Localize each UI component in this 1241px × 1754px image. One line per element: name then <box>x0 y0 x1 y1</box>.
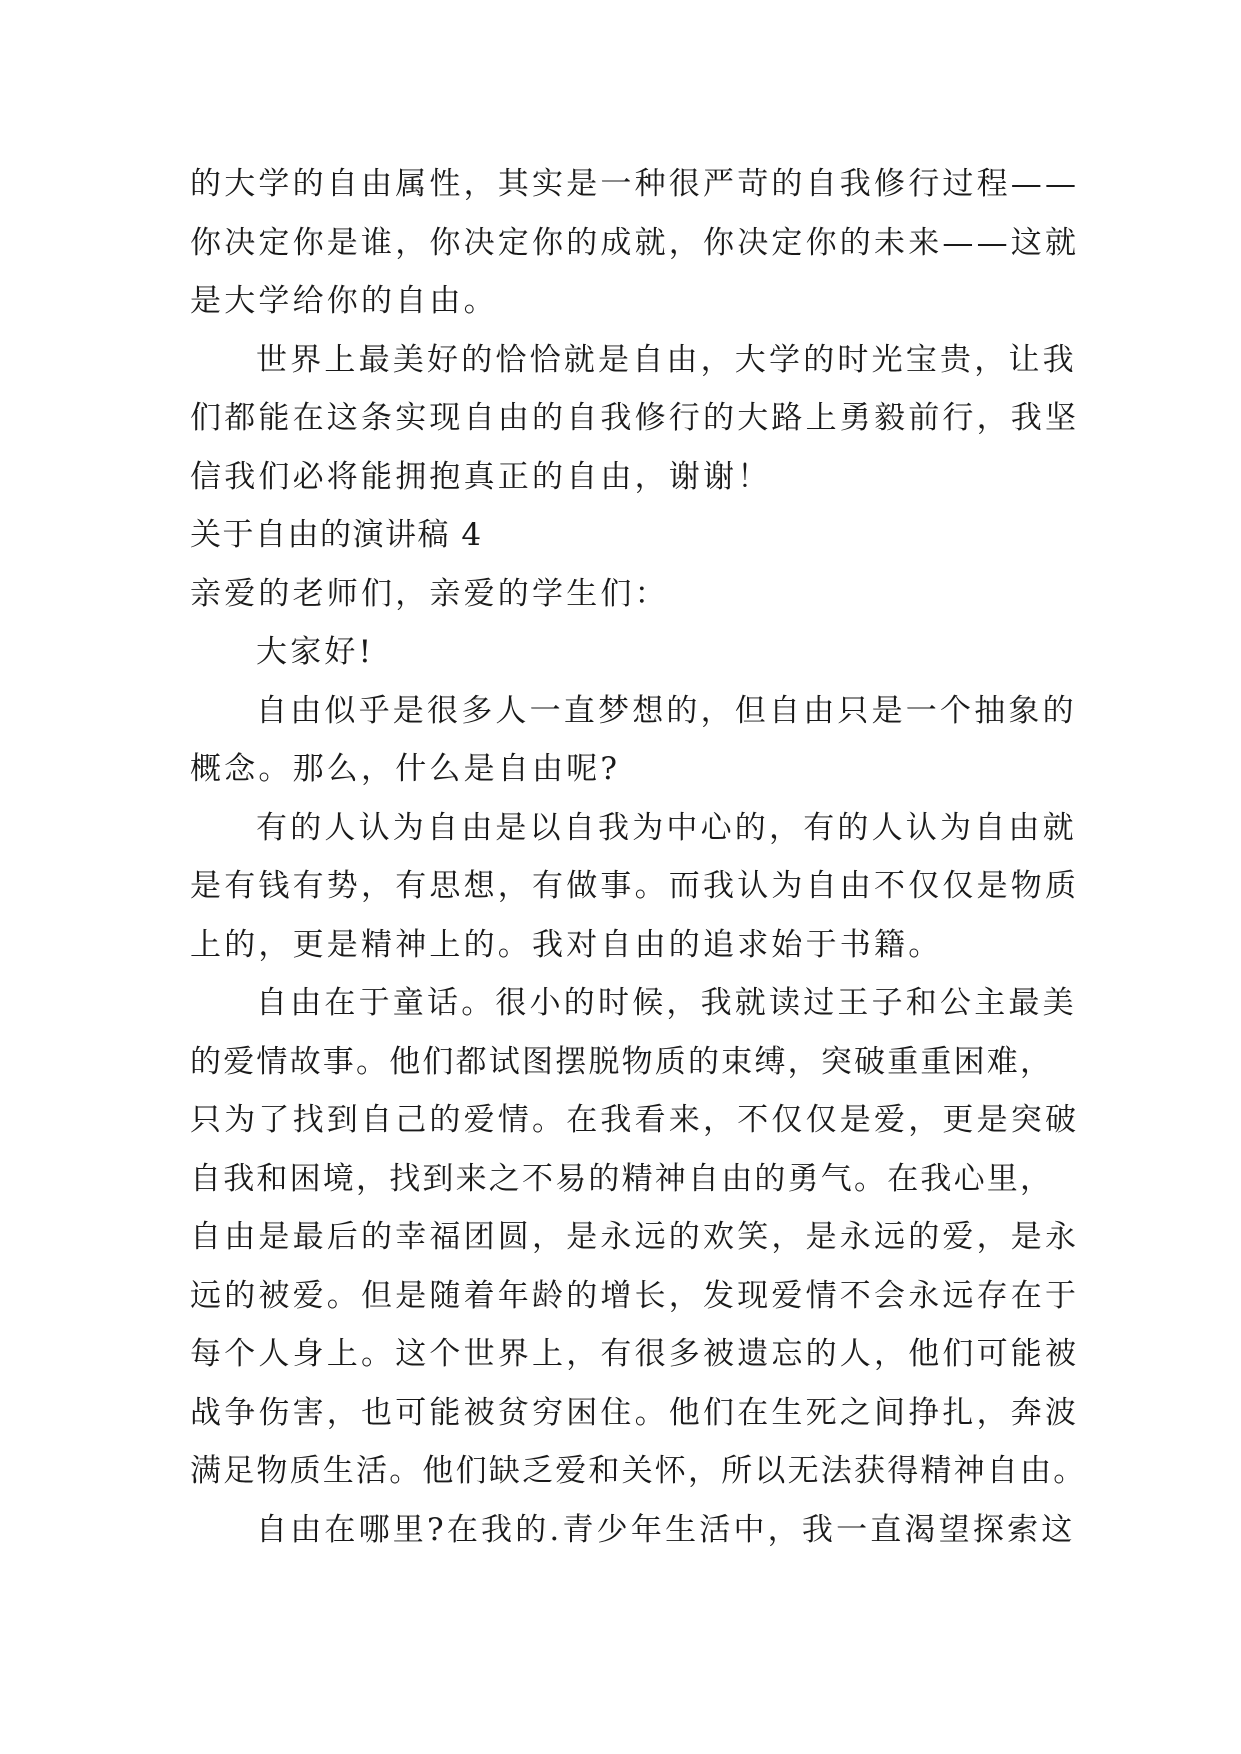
paragraph-first-line: 有的人认为自由是以自我为中心的，有的人认为自由就 <box>256 809 1077 846</box>
text-line: 只为了找到自己的爱情。在我看来，不仅仅是爱，更是突破 <box>190 1102 1080 1138</box>
text-line: 们都能在这条实现自由的自我修行的大路上勇毅前行，我坚 <box>190 400 1080 436</box>
paragraph-first-line: 自由似乎是很多人一直梦想的，但自由只是一个抽象的 <box>256 692 1077 729</box>
paragraph-first-line: 自由在于童话。很小的时候，我就读过王子和公主最美 <box>256 985 1077 1021</box>
text-line: 你决定你是谁，你决定你的成就，你决定你的未来——这就 <box>190 224 1080 261</box>
salutation: 亲爱的老师们，亲爱的学生们： <box>190 575 669 612</box>
text-line: 是大学给你的自由。 <box>190 283 498 319</box>
section-heading: 关于自由的演讲稿 4 <box>190 517 483 553</box>
text-line: 远的被爱。但是随着年龄的增长，发现爱情不会永远存在于 <box>190 1277 1080 1314</box>
text-line: 自我和困境，找到来之不易的精神自由的勇气。在我心里， <box>190 1160 1054 1197</box>
text-line: 满足物质生活。他们缺乏爱和关怀，所以无法获得精神自由。 <box>190 1453 1087 1489</box>
document-body <box>190 155 1087 1559</box>
text-line: 是有钱有势，有思想，有做事。而我认为自由不仅仅是物质 <box>190 868 1080 904</box>
text-line: 战争伤害，也可能被贫穷困住。他们在生死之间挣扎，奔波 <box>190 1394 1080 1431</box>
text-line: 自由是最后的幸福团圆，是永远的欢笑，是永远的爱，是永 <box>190 1219 1080 1255</box>
text-line: 的爱情故事。他们都试图摆脱物质的束缚，突破重重困难， <box>190 1043 1054 1080</box>
text-line: 信我们必将能拥抱真正的自由，谢谢！ <box>190 458 772 495</box>
text-line: 概念。那么，什么是自由呢? <box>190 751 621 787</box>
paragraph-first-line: 世界上最美好的恰恰就是自由，大学的时光宝贵，让我 <box>256 341 1077 378</box>
text-line: 每个人身上。这个世界上，有很多被遗忘的人，他们可能被 <box>190 1336 1080 1372</box>
text-line: 上的，更是精神上的。我对自由的追求始于书籍。 <box>190 926 943 963</box>
text-line: 的大学的自由属性，其实是一种很严苛的自我修行过程—— <box>190 166 1080 202</box>
paragraph-first-line: 自由在哪里?在我的.青少年生活中，我一直渴望探索这 <box>256 1511 1076 1548</box>
greeting: 大家好! <box>256 634 375 670</box>
